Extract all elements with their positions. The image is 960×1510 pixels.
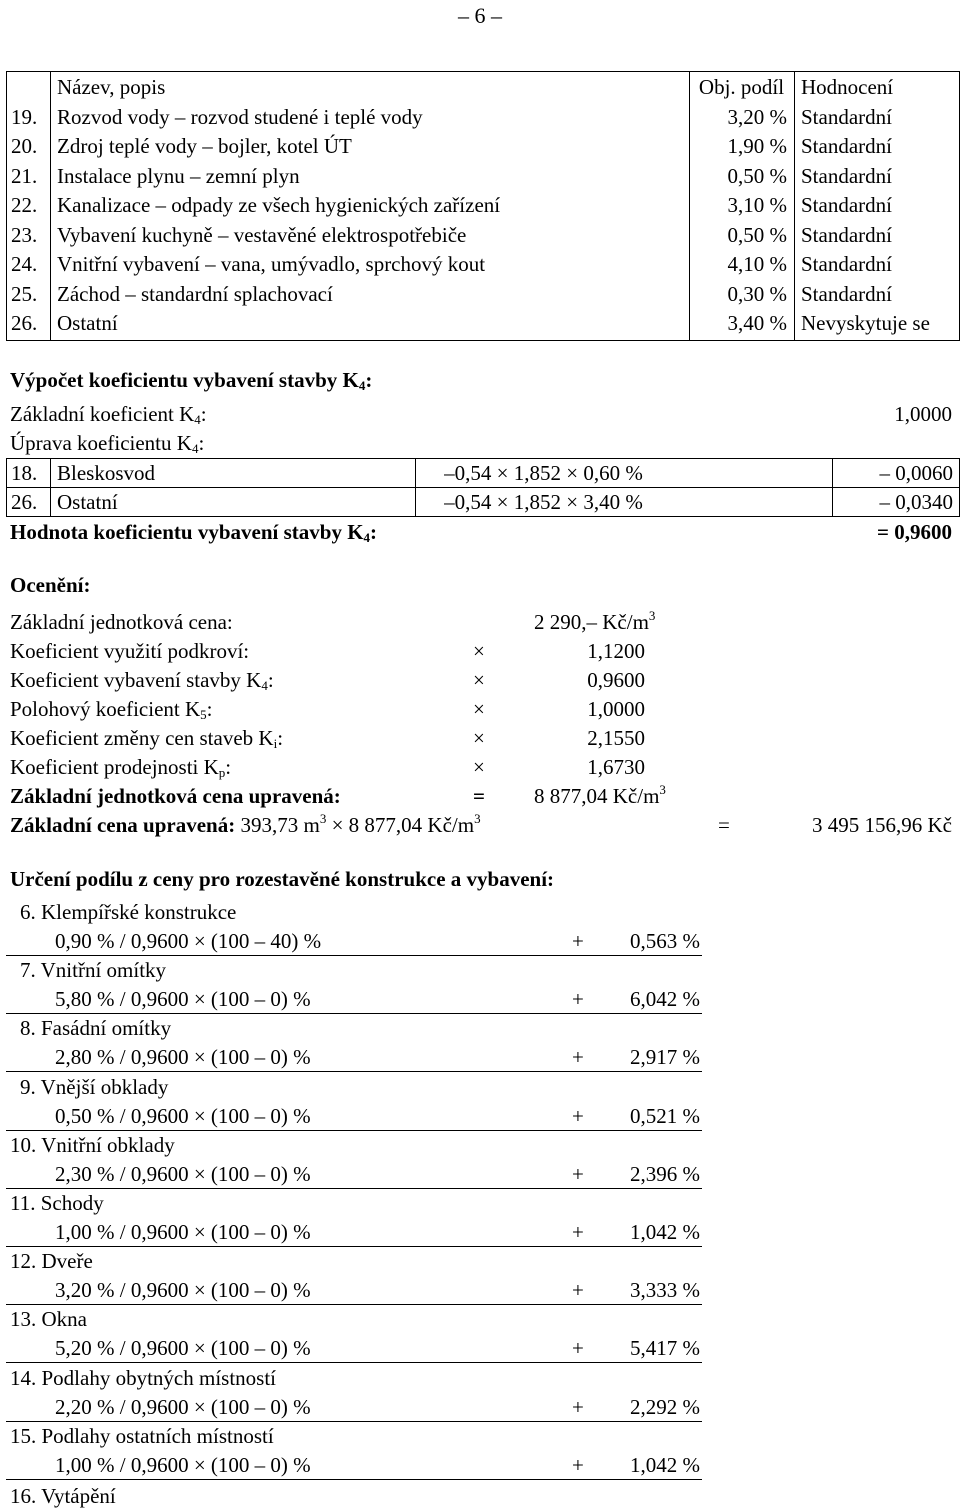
page-number: – 6 – [458,3,502,28]
share-item-result: 3,333 % [630,1278,700,1302]
row-rating: Standardní [801,163,892,188]
adj-value: – 0,0340 [879,490,953,514]
k4-base-label: Základní koeficient $K_4$: [10,402,207,427]
row-rating: Standardní [801,104,892,129]
share-item-title: 6. Klempířské konstrukce [20,900,237,924]
share-item-calc: 5,80 % / 0,9600 × (100 – 0) % [55,987,311,1011]
share-item-operator: + [572,1220,584,1244]
share-item-operator: + [572,1395,584,1419]
shares-heading: Určení podílu z ceny pro rozestavěné konstrukce a vybavení: [10,867,555,891]
share-item-underline [6,1013,702,1014]
row-name: Rozvod vody – rozvod studené i teplé vody [57,104,423,129]
row-rating: Standardní [801,134,892,158]
share-item-calc: 1,00 % / 0,9600 × (100 – 0) % [55,1220,311,1244]
share-item-operator: + [572,1453,584,1477]
share-item-underline [6,1071,702,1072]
row-share: 3,40 % [727,311,787,335]
share-item-title: 7. Vnitřní omítky [20,958,167,982]
share-item-title: 9. Vnější obklady [20,1075,169,1099]
row-name: Ostatní [57,311,118,335]
coef-operator: × [473,668,485,692]
row-name: Vnitřní vybavení – vana, umývadlo, sprchový kout [57,252,486,276]
share-item-title: 11. Schody [10,1191,104,1215]
share-item-result: 1,042 % [630,1220,700,1244]
row-number: 24. [11,252,38,276]
valuation-heading: Ocenění: [10,573,91,597]
header-share: Obj. podíl [698,75,785,99]
table-row [7,308,959,338]
share-item-operator: + [572,1336,584,1360]
share-item-title: 13. Okna [10,1307,87,1331]
adj-name: Bleskosvod [57,461,156,485]
share-item-result: 2,292 % [630,1395,700,1419]
share-item-calc: 5,20 % / 0,9600 × (100 – 0) % [55,1336,311,1360]
share-item-underline [6,1362,702,1363]
k4-adjustment-row [6,487,960,517]
coef-label: Koeficient využití podkroví: [10,639,250,663]
row-name: Vybavení kuchyně – vestavěné elektrospotřebiče [57,222,467,247]
coef-value: 0,9600 [587,668,645,692]
share-item-result: 2,917 % [630,1045,700,1069]
k4-base-value: 1,0000 [894,402,952,426]
column-divider [832,487,833,517]
row-number: 26. [11,311,38,335]
share-item-calc: 2,80 % / 0,9600 × (100 – 0) % [55,1045,311,1069]
share-item-calc: 3,20 % / 0,9600 × (100 – 0) % [55,1278,311,1302]
share-item-calc: 1,00 % / 0,9600 × (100 – 0) % [55,1453,311,1477]
column-divider [832,458,833,488]
coef-operator: × [473,697,485,721]
row-rating: Standardní [801,281,892,306]
row-number: 23. [11,222,38,247]
coef-value: 2,1550 [587,726,645,750]
table-row [7,220,959,250]
adjusted-unit-price-operator: = [473,784,485,808]
adjusted-total-label: Základní cena upravená: [10,813,236,837]
row-number: 22. [11,193,38,217]
table-row [7,190,959,220]
coef-value: 1,0000 [587,697,645,721]
share-item-underline [6,1304,702,1305]
coef-label: Koeficient změny cen staveb $K_i$: [10,726,284,751]
share-item-underline [6,1246,702,1247]
share-item-title: 12. Dveře [10,1249,93,1273]
row-number: 19. [11,104,38,129]
adj-number: 26. [11,490,38,514]
k4-result-value: = 0,9600 [877,520,952,544]
coef-label: Koeficient vybavení stavby $K_4$: [10,668,274,693]
row-name: Zdroj teplé vody – bojler, kotel ÚT [57,134,352,158]
k4-adjust-label: Úprava koeficientu $K_4$: [10,431,205,456]
table-header-row [7,72,959,102]
share-item-operator: + [572,929,584,953]
row-rating: Nevyskytuje se [801,311,930,335]
share-item-underline [6,1130,702,1131]
adjusted-unit-price-label: Základní jednotková cena upravená: [10,784,341,808]
share-item-operator: + [572,1162,584,1186]
coef-operator: × [473,755,485,779]
share-item-operator: + [572,987,584,1011]
table-row [7,131,959,161]
share-item-result: 2,396 % [630,1162,700,1186]
k4-adjustment-row [6,458,960,488]
row-share: 4,10 % [727,252,787,276]
share-item-result: 0,563 % [630,929,700,953]
header-name: Název, popis [57,75,166,99]
row-number: 21. [11,163,38,188]
row-name: Kanalizace – odpady ze všech hygienických zařízení [57,193,501,217]
column-divider [50,459,51,487]
adjusted-unit-price-value: 8 877,04 $Kč/m^3$ [534,782,666,808]
column-divider [415,458,416,488]
row-share: 3,10 % [727,193,787,217]
column-divider [50,488,51,516]
share-item-title: 15. Podlahy ostatních místností [10,1424,274,1448]
k4-heading: Výpočet koeficientu vybavení stavby $K_4$: [10,368,373,393]
base-unit-price-value: 2 290,– $Kč/m^3$ [534,608,656,634]
row-share: 0,50 % [727,222,787,247]
share-item-result: 5,417 % [630,1336,700,1360]
table-row [7,279,959,309]
row-name: Instalace plynu – zemní plyn [57,163,300,188]
row-share: 0,30 % [727,281,787,306]
share-item-calc: 2,20 % / 0,9600 × (100 – 0) % [55,1395,311,1419]
row-share: 1,90 % [727,134,787,158]
row-number: 25. [11,281,38,306]
row-rating: Standardní [801,222,892,247]
table-row [7,249,959,279]
header-rating: Hodnocení [801,75,894,99]
share-item-result: 0,521 % [630,1104,700,1128]
share-item-operator: + [572,1278,584,1302]
share-item-title: 14. Podlahy obytných místností [10,1366,277,1390]
row-rating: Standardní [801,193,892,217]
column-divider [415,487,416,517]
share-item-calc: 0,90 % / 0,9600 × (100 – 40) % [55,929,322,953]
coef-label: Koeficient prodejnosti $K_p$: [10,755,232,780]
share-item-underline [6,1188,702,1189]
share-item-result: 6,042 % [630,987,700,1011]
share-item-calc: 0,50 % / 0,9600 × (100 – 0) % [55,1104,311,1128]
share-item-operator: + [572,1104,584,1128]
adjusted-total-operator: = [718,813,730,837]
share-item-underline [6,955,702,956]
adj-formula: –0,54 × 1,852 × 0,60 % [444,461,643,485]
adj-formula: –0,54 × 1,852 × 3,40 % [444,490,643,514]
share-item-title: 8. Fasádní omítky [20,1016,172,1040]
share-item-operator: + [572,1045,584,1069]
coef-value: 1,1200 [587,639,645,663]
coef-operator: × [473,726,485,750]
adj-number: 18. [11,461,38,485]
adjusted-total-value: 3 495 156,96 Kč [812,813,952,837]
row-name: Záchod – standardní splachovací [57,281,333,306]
share-item-title: 10. Vnitřní obklady [10,1133,175,1157]
coef-label: Polohový koeficient $K_5$: [10,697,213,722]
equipment-table [6,71,960,341]
row-share: 3,20 % [727,104,787,129]
share-item-calc: 2,30 % / 0,9600 × (100 – 0) % [55,1162,311,1186]
coef-operator: × [473,639,485,663]
table-row [7,102,959,132]
row-share: 0,50 % [727,163,787,188]
row-number: 20. [11,134,38,158]
base-unit-price-label: Základní jednotková cena: [10,610,233,634]
table-row [7,161,959,191]
share-item-underline [6,1421,702,1422]
adjusted-total-label-line: Základní cena upravená: 393,73 $m^3 \times 8$ 877,04 $Kč/m^3$ [10,811,481,837]
share-item-result: 1,042 % [630,1453,700,1477]
row-rating: Standardní [801,252,892,276]
k4-result-label: Hodnota koeficientu vybavení stavby $K_4$: [10,520,378,545]
share-item-underline [6,1479,702,1480]
share-item-title: 16. Vytápění [10,1484,116,1508]
coef-value: 1,6730 [587,755,645,779]
adj-name: Ostatní [57,490,118,514]
adj-value: – 0,0060 [879,461,953,485]
